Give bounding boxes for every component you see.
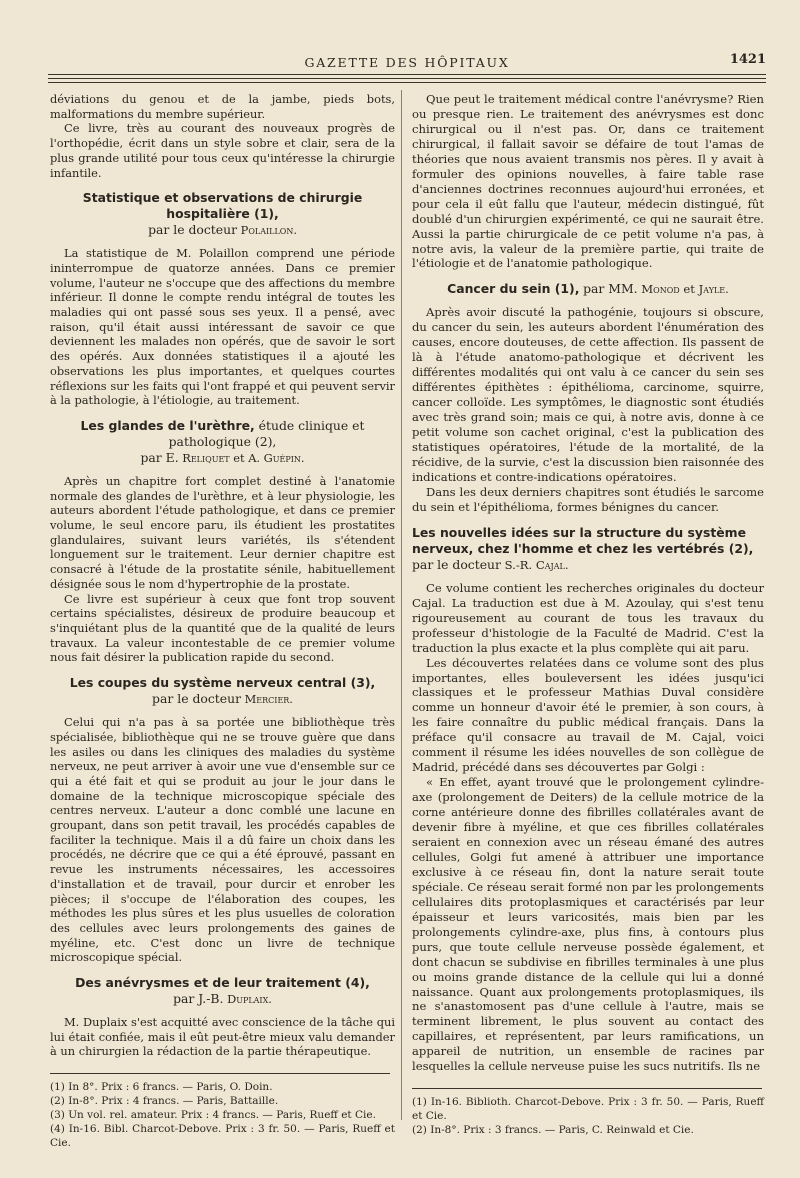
paragraph: Ce volume contient les recherches originales du docteur Cajal. La traduction est due à M. Azoulay, qui s'est tenu rigoureusement au courant de tous les travaux du professeur d'histologie de la Faculté de Madrid. C'est la traduction la plus exacte et la plus complète qui ait paru. <box>412 580 764 655</box>
paragraph: Dans les deux derniers chapitres sont étudiés le sarcome du sein et l'épithélioma, formes bénignes du cancer. <box>412 484 764 514</box>
footnote: (4) In-16. Bibl. Charcot-Debove. Prix : 3 fr. 50. — Paris, Rueff et Cie. <box>50 1123 395 1150</box>
section-subtitle: étude clinique et pathologique (2), <box>168 417 365 449</box>
paragraph: Que peut le traitement médical contre l'anévrysme? Rien ou presque rien. Le traitement des anévrysmes est donc chirurgical ou il n'est pas. Or, dans ce traitement chirurgical, il fallait savoir se défaire de tout l'amas de théories que nous avaient transmis nos pères. Il y avait à formuler des opinions nouvelles, à faire table rase d'anciennes doctrines reconnues aujourd'hui erronées, et pour cela il eût fallu que l'auteur, médecin distingué, fût doublé d'un chirurgien expérimenté, ce qui ne saurait être. Aussi la partie chirurgicale de ce petit volume n'a pas, à notre avis, la valeur de la première partie, qui traite de l'étiologie et de l'anatomie pathologique. <box>412 92 764 271</box>
section-heading <box>50 975 395 1007</box>
paragraph: Celui qui n'a pas à sa portée une bibliothèque très spécialisée, bibliothèque qui ne se trouve guère que dans les asiles ou dans les cliniques des maladies du système nerveux, ne peut arriver à avoir une vue d'ensemble sur ce qui a été fait et qui se produit au jour le jour dans le domaine de la technique microscopique spéciale des centres nerveux. L'auteur a donc comblé une lacune en groupant, dans son petit travail, les procédés capables de faciliter la technique. Mais il a dû faire un choix dans les procédés, ne décrire que ce qui a été éprouvé, passant en revue les instruments nécessaires, les accessoires d'installation et de travail, pour durcir et enrober les pièces; il s'occupe de l'élaboration des coupes, les méthodes les plus sûres et les plus usuelles de coloration des cellules avec leurs prolongements des gaines de myéline, etc. C'est donc un livre de technique microscopique spécial. <box>50 715 395 965</box>
section-title: Les coupes du système nerveux central (3), <box>69 675 376 691</box>
footnote: (1) In-16. Biblioth. Charcot-Debove. Prix : 3 fr. 50. — Paris, Rueff et Cie. <box>412 1096 764 1123</box>
footnotes <box>50 1080 395 1150</box>
footnote-rule <box>50 1073 390 1074</box>
section-title: Les nouvelles idées sur la structure du système nerveux, chez l'homme et chez les vertébrés (2), <box>412 524 754 556</box>
footnote: (1) In 8°. Prix : 6 francs. — Paris, O. Doin. <box>50 1081 273 1094</box>
author-name: Jayle. <box>698 282 729 297</box>
byline: par le docteur <box>412 556 501 572</box>
author-name: Reliquet <box>182 450 230 465</box>
page-number: 1421 <box>729 52 766 67</box>
paragraph: Les découvertes relatées dans ce volume sont des plus importantes, elles bouleversent les idées jusqu'ici classiques et le professeur Mathias Duval considère comme un honneur d'avoir été le premier, à son cours, à les faire connaître du public médical français. Dans la préface qu'il consacre au travail de M. Cajal, voici comment il résume les idées nouvelles de son collègue de Madrid, précédé dans ses découvertes par Golgi : <box>412 655 764 775</box>
paragraph: « En effet, ayant trouvé que le prolongement cylindre-axe (prolongement de Deiters) de la cellule motrice de la corne antérieure donne des fibrilles collatérales avant de devenir fibre à myéline, et que ces fibrilles collatérales seraient en connexion avec un réseau émané des autres cellules, Golgi fut amené à attribuer une importance exclusive à ce réseau fin, dont la nature serait toute spéciale. Ce réseau serait formé non par les prolongements cellulaires dits protoplasmiques et caractérisés par leur épaisseur et leurs varicosités, mais bien par les prolongements cylindre-axe, plus fins, à contours plus purs, que toute cellule nerveuse possède également, et dont chacun se subdivise en fibrilles terminales à une plus ou moins grande distance de la cellule qui lui a donné naissance. Quant aux prolongements protoplasmiques, ils ne s'anastomosent pas d'une cellule à l'autre, mais se terminent librement, le plus souvent au contact des capillaires, et représentent, par leurs ramifications, un appareil de nutrition, un ensemble de racines par lesquelles la cellule nerveuse puise les sucs nutritifs. Ils ne <box>412 775 764 1074</box>
footnote: (3) Un vol. rel. amateur. Prix : 4 francs. — Paris, Rueff et Cie. <box>50 1109 376 1122</box>
header-rule-bottom <box>48 82 766 83</box>
footnotes <box>412 1095 764 1137</box>
paragraph: Après un chapitre fort complet destiné à l'anatomie normale des glandes de l'urèthre, et à leur physiologie, les auteurs abordent l'étude pathologique, et dans ce premier volume, le seul encore paru, ils étudient les prostatites glandulaires, suivant leurs variétés, ils s'étendent longuement sur le traitement. Leur dernier chapitre est consacré à l'étude de la prostatite sénile, habituellement désignée sous le nom d'hypertrophie de la prostate. <box>50 473 395 591</box>
right-column <box>412 92 764 1137</box>
left-column <box>50 92 395 1150</box>
author-name: Guépin. <box>263 450 305 465</box>
column-divider <box>401 90 402 1120</box>
author-name: Duplaix. <box>227 992 272 1007</box>
section-title: Des anévrysmes et de leur traitement (4), <box>75 975 370 991</box>
header-rule-middle <box>48 78 766 79</box>
paragraph: Ce livre est supérieur à ceux que font trop souvent certains spécialistes, désireux de produire beaucoup et s'inquiétant plus de la quantité que de la qualité de leurs travaux. La valeur incontestable de ce premier volume nous fait désirer la publication rapide du second. <box>50 591 395 665</box>
paragraph: M. Duplaix s'est acquitté avec conscience de la tâche qui lui était confiée, mais il eût peut-être mieux valu demander à un chirurgien la rédaction de la partie thérapeutique. <box>50 1015 395 1059</box>
paragraph: La statistique de M. Polaillon comprend une période ininterrompue de quatorze années. Dans ce premier volume, l'auteur ne s'occupe que des affections du membre inférieur. Il donne le compte rendu intégral de toutes les maladies qui ont passé sous ses yeux. Il a pensé, avec raison, qu'il était aussi intéressant de savoir ce que deviennent les malades non opérés, que de savoir le sort des opérés. Aux données statistiques il a ajouté les observations les plus importantes, et quelques courtes réflexions sur les faits qui l'ont frappé et qui peuvent servir à la pathologie, à l'étiologie, au traitement. <box>50 246 395 408</box>
section-heading <box>50 190 395 238</box>
footnote: (2) In-8°. Prix : 4 francs. — Paris, Battaille. <box>50 1095 279 1108</box>
paragraph: Après avoir discuté la pathogénie, toujours si obscure, du cancer du sein, les auteurs abordent l'énumération des causes, encore douteuses, de cette affection. Ils passent de là à l'étude anatomo-pathologique et décrivent les différentes modalités qui ont valu à ce cancer du sein ses différentes épithètes : épithélioma, carcinome, squirre, cancer colloïde. Les symptômes, le diagnostic sont étudiés avec très grand soin; mais ce qui, à notre avis, donne à ce petit volume son cachet original, c'est la publication des statistiques opératoires, l'étude de la mortalité, de la récidive, de la survie, c'est la discussion bien raisonnée des indications et contre-indications opératoires. <box>412 305 764 484</box>
author-name: Monod <box>641 282 680 297</box>
author-name: Mercier. <box>244 692 293 707</box>
byline: par le docteur <box>152 691 242 707</box>
paragraph: déviations du genou et de la jambe, pieds bots, malformations du membre supérieur. <box>50 92 395 121</box>
conjunction: et A. <box>229 450 264 465</box>
section-title: Les glandes de l'urèthre, <box>80 417 255 433</box>
header-rule-top <box>48 74 766 75</box>
section-heading <box>412 525 764 573</box>
section-heading <box>50 418 395 466</box>
byline: par MM. <box>583 281 638 297</box>
journal-title: GAZETTE DES HÔPITAUX <box>304 55 510 70</box>
byline: par J.-B. <box>173 991 224 1007</box>
byline: par le docteur <box>148 222 238 238</box>
section-title: Cancer du sein (1), <box>447 281 580 297</box>
page-header <box>48 50 766 72</box>
paragraph: Ce livre, très au courant des nouveaux progrès de l'orthopédie, écrit dans un style sobre et clair, sera de la plus grande utilité pour tous ceux qu'intéresse la chirurgie infantile. <box>50 121 395 180</box>
section-heading <box>412 281 764 297</box>
author-name: Polaillon. <box>240 223 297 238</box>
section-title: Statistique et observations de chirurgie hospitalière (1), <box>82 190 363 222</box>
section-heading <box>50 675 395 707</box>
footnote: (2) In-8°. Prix : 3 francs. — Paris, C. Reinwald et Cie. <box>412 1124 694 1137</box>
footnote-rule <box>412 1088 762 1089</box>
byline: par E. <box>140 449 179 465</box>
author-name: S.-R. Cajal. <box>504 557 569 572</box>
conjunction: et <box>679 282 699 297</box>
